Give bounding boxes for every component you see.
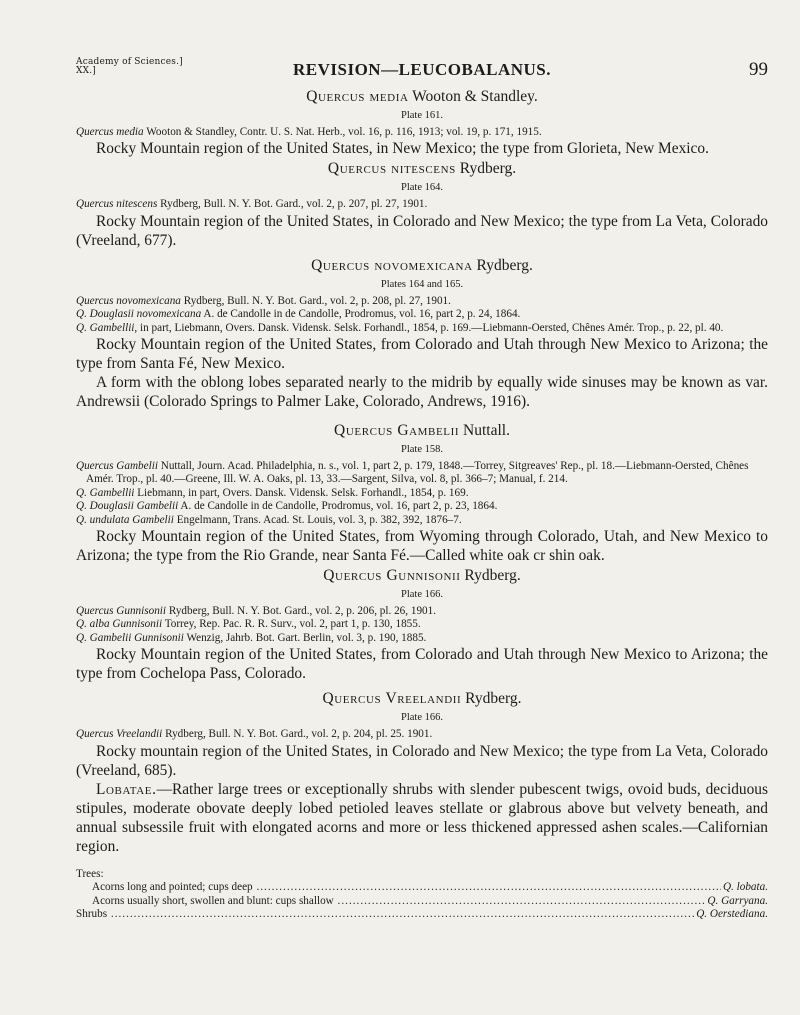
- citation-text: A. de Candolle in de Candolle, Prodromus, vol. 16, part 2, p. 23, 1864.: [178, 500, 498, 513]
- species-heading: [76, 160, 768, 178]
- citation-taxon: Q. Douglasii Gambelii: [76, 500, 179, 513]
- variety-paragraph: A form with the oblong lobes separated nearly to the midrib by equally wide sinuses may be known as var. Andrewsii (Colorado Springs to Palmer Lake, Colorado, Andrews, 1916).: [76, 374, 768, 411]
- species-heading: [76, 567, 768, 585]
- citation: [76, 618, 768, 631]
- citation-text: Liebmann, in part, Overs. Dansk. Vidensk. Selsk. Forhandl., 1854, p. 169.: [134, 486, 469, 499]
- plate-reference: Plate 164.: [401, 182, 443, 194]
- distribution-paragraph: Rocky mountain region of the United States, in Colorado and New Mexico; the type from La Veta, Colorado (Vreeland, 685).: [76, 742, 768, 779]
- citation-taxon: Q. Gambellii: [76, 486, 135, 499]
- citation-taxon: Q. undulata Gambelii: [76, 513, 174, 526]
- citation-text: Rydberg, Bull. N. Y. Bot. Gard., vol. 2, p. 204, pl. 25. 1901.: [162, 728, 433, 741]
- species-name: Quercus novomexicana: [311, 256, 473, 274]
- journal-line-2: XX.]: [76, 66, 96, 76]
- citation-text: A. de Candolle in de Candolle, Prodromus, vol. 16, part 2, p. 24, 1864.: [201, 308, 521, 321]
- citation-taxon: Quercus nitescens: [76, 198, 158, 211]
- citation-text: Nuttall, Journ. Acad. Philadelphia, n. s., vol. 1, part 2, p. 179, 1848.—Torrey, Sitgreaves' Rep., pl. 18.—Liebmann-Oersted, Chênes Amér. Trop., pl. 40.—Greene, Ill. W. A. Oaks, pl. 13, 33.—Sargent, Silva, vol. 8, pl. 366–7; Manual, f. 214.: [86, 460, 749, 486]
- species-authority: Rydberg.: [465, 690, 522, 708]
- group-description: —Rather large trees or exceptionally shrubs with slender pubescent twigs, ovoid buds, deciduous stipules, moderate obovate deeply lobed petioled leaves stellate or glabrous above but velvety beneath, and annual subsessile fruit with elongated acorns and more or less thickened appressed ashen scales.—Californian region.: [76, 780, 768, 855]
- key-result: Q. Oerstediana.: [696, 907, 768, 920]
- key-row: [76, 895, 768, 908]
- species-heading: [76, 690, 768, 708]
- species-authority: Rydberg.: [459, 160, 517, 178]
- citation-text: , in part, Liebmann, Overs. Dansk. Vidensk. Selsk. Forhandl., 1854, p. 169.—Liebmann-Oersted, Chênes Amér. Trop., p. 22, pl. 40.: [134, 321, 724, 334]
- species-authority: Wooton & Standley.: [412, 88, 538, 105]
- key-lead: Shrubs .....: [76, 908, 694, 921]
- key-row: [76, 881, 768, 894]
- citation: [76, 632, 768, 645]
- key-result: Q. lobata.: [722, 881, 768, 894]
- distribution-paragraph: Rocky Mountain region of the United States, from Colorado and Utah through New Mexico to Arizona; the type from Santa Fé, New Mexico.: [76, 336, 768, 373]
- distribution-paragraph: Rocky Mountain region of the United States, from Colorado and Utah through New Mexico to Arizona; the type from Cochelopa Pass, Colorado.: [76, 646, 768, 683]
- citation-text: Engelmann, Trans. Acad. St. Louis, vol. 3, p. 382, 392, 1876–7.: [173, 513, 462, 526]
- running-head: [76, 58, 768, 86]
- distribution-paragraph: Rocky Mountain region of the United States, in New Mexico; the type from Glorieta, New Mexico.: [96, 140, 709, 158]
- page-number: 99: [749, 59, 768, 80]
- citation-taxon: Q. alba Gunnisonii: [76, 618, 163, 631]
- species-name: Quercus Gunnisonii: [323, 567, 461, 585]
- citation-taxon: Q. Douglasii novomexicana: [76, 308, 202, 321]
- citation-text: Torrey, Rep. Pac. R. R. Surv., vol. 2, part 1, p. 130, 1855.: [162, 618, 421, 631]
- citation: [76, 460, 768, 487]
- citation-taxon: Q. Gambelii Gunnisonii: [76, 631, 184, 644]
- key-heading: Trees:: [76, 867, 104, 880]
- lobatae-paragraph: [76, 780, 768, 856]
- species-name: Quercus Vreelandii: [322, 690, 462, 708]
- species-heading: [76, 257, 768, 275]
- citation: [76, 487, 768, 500]
- citation: [76, 126, 768, 139]
- species-heading: [76, 422, 768, 440]
- journal-line-1: Academy of Sciences.]: [76, 57, 183, 67]
- citation-text: Wenzig, Jahrb. Bot. Gart. Berlin, vol. 3, p. 190, 1885.: [183, 631, 427, 644]
- citation: [76, 322, 768, 335]
- key-result: Q. Garryana.: [707, 894, 768, 907]
- citation: [76, 500, 768, 513]
- distribution-paragraph: Rocky Mountain region of the United States, from Wyoming through Colorado, Utah, and New Mexico to Arizona; the type from the Rio Grande, near Santa Fé.—Called white oak cr shin oak.: [76, 528, 768, 565]
- species-name: Quercus nitescens: [327, 160, 456, 178]
- species-name: Quercus Gambelii: [334, 422, 460, 440]
- page: [76, 58, 768, 921]
- page-header-title: REVISION—LEUCOBALANUS.: [292, 60, 552, 79]
- citation: [76, 605, 768, 618]
- citation: [76, 728, 768, 741]
- species-heading: [76, 88, 768, 106]
- species-authority: Nuttall.: [463, 422, 510, 440]
- key-lead: Acorns usually short, swollen and blunt: cups shallow .....: [92, 895, 705, 908]
- citation-taxon: Quercus Vreelandii: [76, 728, 163, 741]
- group-name: Lobatae.: [96, 780, 157, 798]
- plate-reference: Plate 166.: [401, 712, 443, 724]
- species-name: Quercus media: [306, 88, 409, 105]
- plate-reference: Plate 166.: [401, 589, 443, 601]
- distribution-paragraph: Rocky Mountain region of the United States, in Colorado and New Mexico; the type from La Veta, Colorado (Vreeland, 677).: [76, 212, 768, 249]
- citation: [76, 514, 768, 527]
- citation: [76, 295, 768, 308]
- citation-text: Wooton & Standley, Contr. U. S. Nat. Herb., vol. 16, p. 116, 1913; vol. 19, p. 171, 1915.: [143, 126, 542, 138]
- citation-text: Rydberg, Bull. N. Y. Bot. Gard., vol. 2, p. 207, pl. 27, 1901.: [157, 198, 428, 211]
- citation-taxon: Quercus Gunnisonii: [76, 605, 167, 618]
- citation: [76, 308, 768, 321]
- citation-taxon: Quercus novomexicana: [76, 294, 181, 307]
- citation-text: Rydberg, Bull. N. Y. Bot. Gard., vol. 2, p. 208, pl. 27, 1901.: [180, 294, 451, 307]
- key-row: [76, 908, 768, 921]
- journal-name: [76, 58, 216, 76]
- key-lead: Acorns long and pointed; cups deep .....: [92, 881, 721, 894]
- citation-text: Rydberg, Bull. N. Y. Bot. Gard., vol. 2, p. 206, pl. 26, 1901.: [166, 605, 437, 618]
- citation-taxon: Quercus Gambelii: [76, 460, 158, 473]
- citation: [76, 198, 768, 211]
- species-authority: Rydberg.: [464, 567, 521, 585]
- citation-taxon: Quercus media: [76, 126, 144, 138]
- species-authority: Rydberg.: [476, 256, 533, 274]
- plate-reference: Plate 158.: [401, 444, 443, 456]
- identification-key: [76, 868, 768, 922]
- citation-taxon: Q. Gambellii: [76, 321, 135, 334]
- plate-reference: Plate 161.: [401, 110, 443, 121]
- plate-reference: Plates 164 and 165.: [380, 278, 464, 290]
